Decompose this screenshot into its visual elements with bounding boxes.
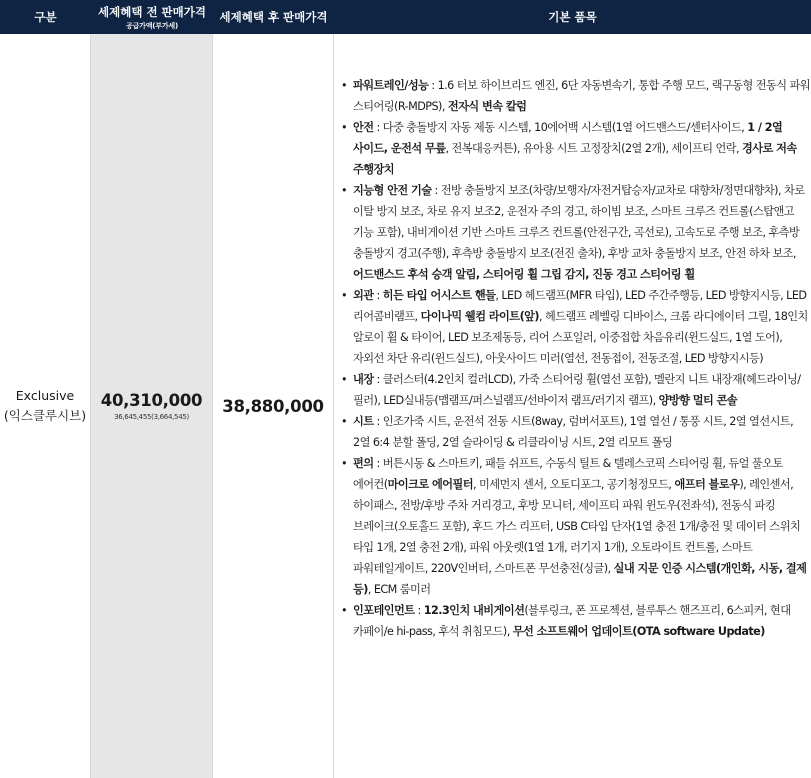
feature-text: : 클러스터(4.2인치 컬러LCD), 가죽 스티어링 휠(열선 포함), 멜란지 니트 내장재(헤드라이닝/필러), LED실내등(맵램프/퍼스널램프/선바이저 램프/러기지 램프),: [353, 373, 801, 407]
feature-highlight: 어드밴스드 후석 승객 알림, 스티어링 휠 그립 감지, 진동 경고 스티어링 휠: [353, 268, 695, 281]
feature-highlight: 실내 지문 인증 시스템(개인화, 시동, 결제 등): [353, 562, 807, 596]
feature-highlight: 전자식 변속 칼럼: [447, 100, 527, 113]
pre-price-cell: [91, 34, 213, 778]
feature-seat: [341, 411, 811, 453]
feature-highlight: 양방향 멀티 콘솔: [658, 394, 738, 407]
header-pre-price: [91, 0, 213, 34]
feature-highlight: 12.3인치 내비게이션: [423, 604, 525, 617]
feature-text: : 버튼시동 & 스마트키, 패들 쉬프트, 수동식 틸트 & 텔레스코픽 스티어링 휠, 듀얼 풀오토 에어컨(: [353, 457, 783, 491]
trim-name: Exclusive: [15, 388, 75, 403]
header-pre-price-label: 세제혜택 전 판매가격: [98, 4, 206, 19]
feature-interior: [341, 369, 811, 411]
bullet: •: [341, 373, 348, 386]
bullet: •: [341, 79, 348, 92]
feature-title: 파워트레인/성능: [353, 79, 429, 92]
feature-highlight: 다이나믹 웰컴 라이트(앞): [420, 310, 539, 323]
header-trim: [0, 0, 91, 34]
feature-title: 외관: [353, 289, 374, 302]
bullet: •: [341, 604, 348, 617]
header-features: [334, 0, 811, 34]
feature-title: 지능형 안전 기술: [353, 184, 432, 197]
feature-text: : 1.6 터보 하이브리드 엔진, 6단 자동변속기, 통합 주행 모드, 랙구동형 전동식 파워 스티어링(R-MDPS),: [353, 79, 811, 113]
trim-name-ko: (익스클루시브): [3, 408, 87, 423]
features-cell: [334, 34, 811, 778]
feature-highlight: 무선 소프트웨어 업데이트(OTA software Update): [512, 625, 765, 638]
bullet: •: [341, 415, 348, 428]
bullet: •: [341, 121, 348, 134]
header-features-label: 기본 품목: [548, 10, 597, 24]
feature-text: , 전복대응커튼), 유아용 시트 고정장치(2열 2개), 세이프티 언락,: [445, 142, 743, 155]
header-trim-label: 구분: [34, 10, 57, 24]
feature-text: :: [414, 604, 424, 617]
post-price-cell: [213, 34, 334, 778]
feature-text: : 전방 충돌방지 보조(차량/보행자/자전거탑승자/교차로 대향차/정면대향차), 차로 이탈 방지 보조, 차로 유지 보조2, 운전자 주의 경고, 하이빔 보조, 스마트 크루즈 컨트롤(스탑앤고 기능 포함), 내비게이션 기반 스마트 크루즈 컨트롤(안전구간, 곡선로), 고속도로 주행 보조, 후측방 충돌방지 경고(주행), 후측방 충돌방지 보조(전진 출차), 후방 교차 충돌방지 보조, 안전 하차 보조,: [353, 184, 805, 260]
feature-text: (블루링크, 폰 프로젝션, 블루투스 핸즈프리, 6스피커, 현대 카페이/e hi-pass, 후석 취침모드),: [353, 604, 791, 638]
feature-safety: [341, 117, 811, 180]
feature-highlight: 1 / 2열 사이드, 운전석 무릎: [353, 121, 783, 155]
pre-price-supply: 36,645,455(3,664,545): [114, 413, 189, 421]
feature-text: , LED 헤드램프(MFR 타입), LED 주간주행등, LED 방향지시등, LED 리어콤비램프,: [353, 289, 807, 323]
feature-text: , 헤드램프 레벨링 디바이스, 크롬 라디에이터 그릴, 18인치 알로이 휠 & 타이어, LED 보조제동등, 리어 스포일러, 이중접합 차음유리(윈드실드, 1열 도어), 자외선 차단 유리(윈드실드), 아웃사이드 미러(열선, 전동접이, 전동조절, LED 방향지시등): [353, 310, 808, 365]
feature-title: 시트: [353, 415, 374, 428]
feature-title: 인포테인먼트: [353, 604, 415, 617]
feature-text: : 다중 충돌방지 자동 제동 시스템, 10에어백 시스템(1열 어드밴스드/센터사이드,: [373, 121, 748, 134]
feature-text: ), 레인센서, 하이패스, 전방/후방 주차 거리경고, 후방 모니터, 세이프티 파워 윈도우(전좌석), 전동식 파킹 브레이크(오토홀드 포함), 후드 가스 리프터, USB C타입 단자(1열 충전 1개/충전 및 데이터 스위치 타입 1개, 2열 충전 2개), 파워 아웃렛(1열 1개, 러기지 1개), 오토라이트 컨트롤, 스마트 파워테일게이트, 220V인버터, 스마트폰 무선충전(싱글),: [353, 478, 801, 575]
feature-text: , ECM 룸미러: [367, 583, 431, 596]
bullet: •: [341, 289, 348, 302]
feature-text: , 미세먼지 센서, 오토디포그, 공기청정모드,: [473, 478, 675, 491]
feature-text: : 인조가죽 시트, 운전석 전동 시트(8way, 럼버서포트), 1열 열선 / 통풍 시트, 2열 열선시트, 2열 6:4 분할 폴딩, 2열 슬라이딩 & 리클라이닝 시트, 2열 리모트 폴딩: [353, 415, 794, 449]
feature-highlight: 마이크로 에어필터: [387, 478, 473, 491]
bullet: •: [341, 184, 348, 197]
trim-cell: [0, 34, 91, 778]
header-post-price: [213, 0, 334, 34]
feature-powertrain: [341, 75, 811, 117]
feature-title: 안전: [353, 121, 374, 134]
table-header: [0, 0, 811, 34]
feature-infotainment: [341, 600, 811, 642]
feature-convenience: [341, 453, 811, 600]
feature-title: 편의: [353, 457, 374, 470]
feature-highlight: 히든 타입 어시스트 핸들: [382, 289, 496, 302]
post-price-value: 38,880,000: [222, 396, 324, 416]
feature-smart-safety: [341, 180, 811, 285]
feature-exterior: [341, 285, 811, 369]
feature-title: 내장: [353, 373, 374, 386]
feature-highlight: 애프터 블로우: [674, 478, 740, 491]
feature-highlight: 경사로 저속 주행장치: [353, 142, 797, 176]
trim-row: [0, 34, 811, 778]
pre-price-value: 40,310,000: [100, 391, 203, 410]
feature-text: :: [373, 289, 383, 302]
bullet: •: [341, 457, 348, 470]
header-post-price-label: 세제혜택 후 판매가격: [219, 10, 328, 24]
header-pre-price-sub: 공급가액(부가세): [126, 21, 178, 30]
